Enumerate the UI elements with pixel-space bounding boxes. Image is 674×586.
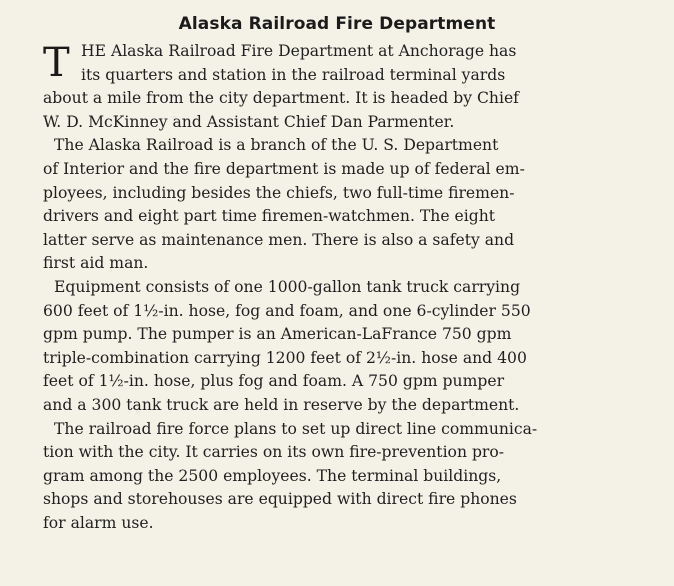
body-line: W. D. McKinney and Assistant Chief Dan Parmenter.: [43, 112, 455, 131]
body-line: drivers and eight part time firemen-watchmen. The eight: [43, 207, 496, 226]
article-title: Alaska Railroad Fire Department: [178, 14, 496, 34]
body-line: about a mile from the city department. It is headed by Chief: [43, 89, 519, 108]
body-line: latter serve as maintenance men. There is also a safety and: [43, 230, 515, 249]
body-line: feet of 1½-in. hose, plus fog and foam. A 750 gpm pumper: [43, 372, 505, 391]
body-line: first aid man.: [43, 254, 149, 273]
body-line: 600 feet of 1½-in. hose, fog and foam, and one 6-cylinder 550: [43, 301, 531, 320]
body-line: The Alaska Railroad is a branch of the U. S. Department: [54, 136, 499, 155]
body-line: of Interior and the fire department is made up of federal em-: [43, 159, 525, 178]
body-line: gram among the 2500 employees. The terminal buildings,: [43, 466, 502, 485]
body-line: its quarters and station in the railroad terminal yards: [81, 65, 506, 84]
body-line: ployees, including besides the chiefs, two full-time firemen-: [43, 183, 515, 202]
body-line: Equipment consists of one 1000-gallon tank truck carrying: [54, 277, 521, 296]
body-line: gpm pump. The pumper is an American-LaFrance 750 gpm: [43, 325, 512, 344]
article-body: [43, 40, 633, 535]
body-line: shops and storehouses are equipped with direct fire phones: [43, 490, 517, 509]
body-line: and a 300 tank truck are held in reserve by the department.: [43, 395, 520, 414]
drop-cap: T: [43, 40, 70, 86]
body-line: HE Alaska Railroad Fire Department at Anchorage has: [81, 42, 517, 60]
body-line: tion with the city. It carries on its own fire-prevention pro-: [43, 443, 505, 462]
body-line: triple-combination carrying 1200 feet of 2½-in. hose and 400: [43, 348, 527, 367]
body-line: The railroad fire force plans to set up direct line communica-: [54, 419, 538, 438]
body-line: for alarm use.: [43, 513, 154, 532]
